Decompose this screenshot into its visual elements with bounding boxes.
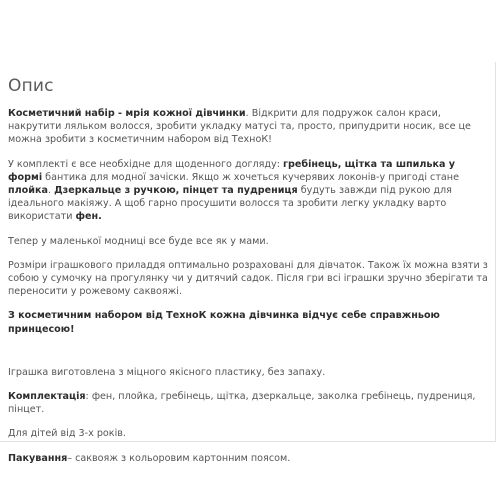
contents-text-3: . (47, 185, 55, 197)
intro-text: . Відкрити для подружок салон краси, накрутити ляльком волосся, зробити укладку матусі та, просто, припудрити носик, все це можна зробити з косметичним набором від ТехноК! (8, 108, 471, 146)
contents-bold-3: Дзеркальце з ручкою, пінцет та пудрениця (54, 185, 298, 197)
kit-label: Комплектація (8, 391, 86, 403)
contents-bold-2: плойка (8, 185, 48, 197)
kit-text: : фен, плойка, гребінець, щітка, дзеркальце, заколка гребінець, пудрениця, пінцет. (8, 391, 476, 416)
contents-text-2: бантика для модної зачіски. Якщо ж хочеться кучерявих локонів-у пригоді стане (42, 171, 459, 183)
packaging-text: – саквояж з кольоровим картонним поясом. (67, 452, 291, 464)
contents-text-1: У комплекті є все необхідне для щоденного догляду: (8, 158, 284, 170)
sizes-paragraph: Розміри іграшкового приладдя оптимально розраховані для дівчаток. Також їх можна взяти з собою у сумочку на прогулянку чи у дитячий садок. Після гри всі іграшки зручно зберігати та переносити у рожевому саквояжі. (8, 259, 488, 298)
intro-paragraph (8, 107, 492, 147)
princess-bold: З косметичним набором від ТехноК кожна дівчинка відчує себе справжньою принцесою! (8, 310, 440, 335)
contents-bold-1: гребінець, щітка та шпилька у формі (8, 158, 456, 183)
contents-text-4: будуть завжди під рукою для ідеального макіяжу. А щоб гарно просушити волосся та зробити легку укладку варто використати (8, 185, 452, 223)
section-title: Опис (8, 76, 54, 96)
age-paragraph: Для дітей від 3-х років. (8, 428, 126, 440)
packaging-paragraph (8, 452, 492, 465)
contents-paragraph (8, 158, 492, 224)
kit-paragraph (8, 390, 492, 416)
description-body (8, 107, 492, 476)
intro-bold: Косметичний набір - мрія кожної дівчинки (8, 108, 246, 119)
packaging-label: Пакування (8, 452, 68, 464)
princess-paragraph (8, 309, 492, 335)
material-paragraph: Іграшка виготовлена з міцного якісного пластику, без запаху. (8, 366, 326, 378)
mom-paragraph: Тепер у маленької модниці все буде все як у мами. (8, 235, 269, 247)
contents-bold-4: фен. (75, 211, 102, 223)
